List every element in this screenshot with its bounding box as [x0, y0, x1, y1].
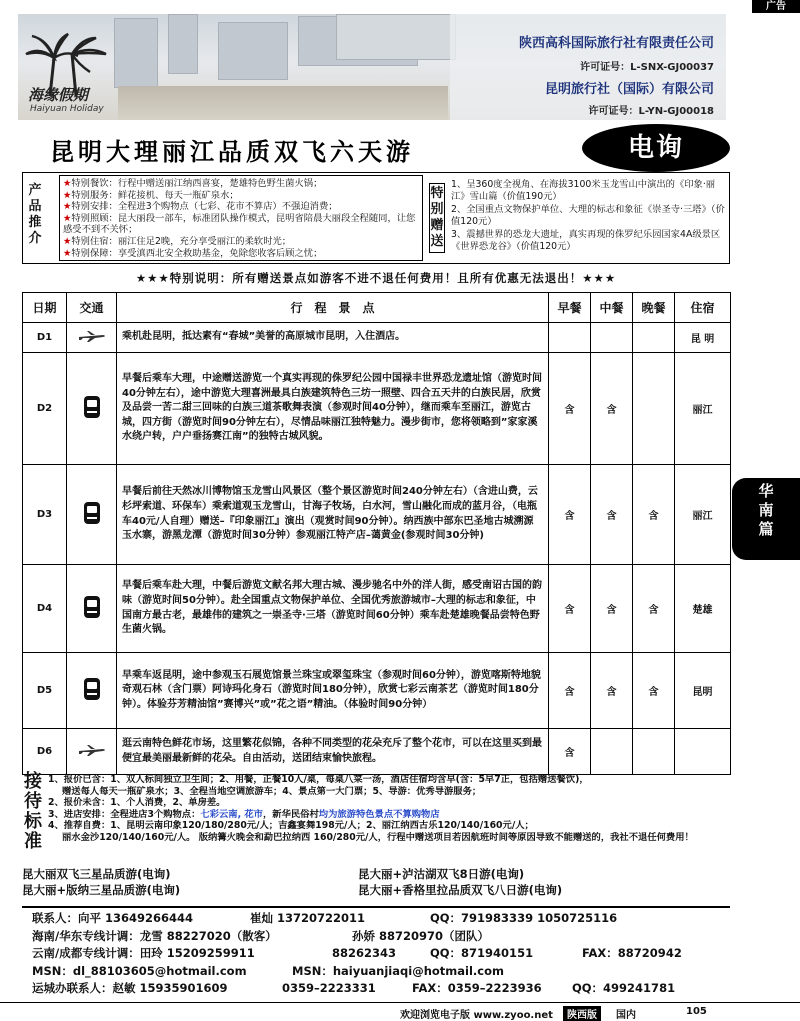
page-number: 105	[686, 1006, 707, 1017]
price-badge: 电询	[582, 124, 730, 172]
gifts-label: 特别赠送	[429, 183, 445, 253]
agency-name-2: 昆明旅行社（国际）有限公司	[544, 82, 714, 97]
service-terms	[22, 772, 730, 866]
footer-section: 国内	[616, 1010, 636, 1021]
license-2: 许可证号：L-YN-GJ00018	[588, 106, 714, 117]
contact-row: 云南/成都专线计调：田玲 15209259911 88262343 QQ：871940151 FAX：88720942	[32, 946, 682, 961]
gift-item: 3、震撼世界的恐龙大遗址，真实再现的侏罗纪乐园国家4A级景区《世界恐龙谷》（价值120元）	[451, 228, 721, 253]
agency-name-1: 陕西高科国际旅行社有限责任公司	[518, 36, 714, 51]
itinerary-table	[22, 292, 731, 775]
route-item: 昆大丽+泸沽湖双飞8日游(电询)	[358, 867, 525, 881]
feature-item: ★特别保障：享受滇西北安全救助基金，免除您收客后顾之忧；	[63, 247, 323, 259]
features-box	[22, 172, 730, 264]
breakfast-cell: 含	[549, 565, 591, 653]
col-header: 交通	[67, 293, 117, 323]
page-footer	[0, 1002, 800, 1019]
day-cell: D4	[23, 565, 67, 653]
hotel-cell: 丽江	[675, 353, 731, 465]
logo-subtitle: Haiyuan Holiday	[30, 104, 104, 114]
day-cell: D6	[23, 729, 67, 775]
terms-line: 丽水金沙120/140/160元/人。 版纳篝火晚会和勐巴拉纳西 160/280元/人，行程中赠送项目若因航班时间等原因导致不能赠送的，我社不退任何费用！	[62, 831, 694, 843]
hotel-cell	[675, 729, 731, 775]
features-list	[59, 175, 423, 261]
dinner-cell: 含	[633, 465, 675, 565]
col-header: 住宿	[675, 293, 731, 323]
features-label: 产品推介	[28, 183, 42, 246]
col-header: 晚餐	[633, 293, 675, 323]
plane-icon	[67, 729, 117, 775]
table-row	[23, 323, 731, 353]
col-header: 行 程 景 点	[117, 293, 549, 323]
feature-item: ★特别住宿：丽江住足2晚，充分享受丽江的柔软时光；	[63, 235, 292, 247]
gift-item: 1、呈360度全视角、在海拔3100米玉龙雪山中演出的《印象·丽江》雪山篇（价值190元）	[451, 179, 716, 203]
route-item: 昆大丽双飞三星品质游(电询)	[22, 867, 171, 881]
desc-cell: 早乘车返昆明，途中参观玉石展览馆景兰珠宝或翠玺珠宝（参观时间60分钟），游览喀斯特地貌奇观石林（含门票）阿诗玛化身石（游览时间180分钟），欣赏七彩云南茶艺（游览时间180分钟）。体验芬芳精油馆”赛博兴”或”花之语”精油。（体验时间90分钟）	[117, 653, 549, 729]
hotel-cell: 昆 明	[675, 323, 731, 353]
related-routes	[22, 864, 730, 900]
hotel-cell: 丽江	[675, 465, 731, 565]
terms-line: 4、推荐自费：1、昆明云南印象120/180/280元/人；吉鑫宴舞198元/人；2、丽江纳西古乐120/140/160元/人；	[48, 820, 534, 832]
feature-item: ★特别安排：全程进3个购物点（七彩、花市不算店）不强迫消费；	[63, 201, 338, 213]
license-1: 许可证号：L-SNX-GJ00037	[580, 62, 714, 73]
col-header: 日期	[23, 293, 67, 323]
col-header: 早餐	[549, 293, 591, 323]
day-cell: D3	[23, 465, 67, 565]
gift-item: 2、全国重点文物保护单位、大理的标志和象征《崇圣寺·三塔》（价值120元）	[451, 203, 725, 228]
hotel-cell: 昆明	[675, 653, 731, 729]
contact-row: 运城办联系人：赵敏 15935901609 0359–2223331 FAX：0359–2223936 QQ：499241781	[32, 981, 676, 996]
lunch-cell	[591, 729, 633, 775]
col-header: 中餐	[591, 293, 633, 323]
bus-icon	[84, 396, 100, 418]
terms-line: 2、报价未含：1、个人消费，2、单房差。	[48, 797, 226, 809]
hotel-cell: 楚雄	[675, 565, 731, 653]
feature-item: ★特别服务：鲜花接机、每天一瓶矿泉水；	[63, 189, 239, 201]
dinner-cell: 含	[633, 653, 675, 729]
contact-row: 海南/华东专线计调：龙雪 88227020（散客） 孙娇 88720970（团队）	[32, 928, 490, 943]
terms-line: 1、报价已含：1、双人标间独立卫生间；2、用餐，正餐10人/桌，每桌八菜一汤，酒店住宿均含早(含：5早7正，包括赠送餐饮)，	[48, 774, 589, 785]
breakfast-cell: 含	[549, 653, 591, 729]
lunch-cell	[591, 323, 633, 353]
contact-row: 联系人：向平 13649266444 崔灿 13720722011 QQ：791983339 1050725116	[32, 911, 618, 925]
feature-item: ★特别餐饮：行程中赠送丽江纳西喜宴，楚雄特色野生菌火锅；	[63, 178, 323, 189]
table-row	[23, 565, 731, 653]
lunch-cell: 含	[591, 353, 633, 465]
logo-text: 海缘假期	[28, 86, 89, 104]
table-row	[23, 653, 731, 729]
bus-icon	[84, 502, 100, 524]
lunch-cell: 含	[591, 565, 633, 653]
route-item: 昆大丽+版纳三星品质游(电询)	[22, 883, 181, 897]
day-cell: D2	[23, 353, 67, 465]
breakfast-cell: 含	[549, 729, 591, 775]
dinner-cell	[633, 729, 675, 775]
table-header-row	[23, 293, 731, 323]
footer-site: 欢迎浏览电子版 www.zyoo.net	[400, 1010, 553, 1021]
header-banner	[18, 14, 726, 120]
feature-item: ★特别照顾：昆大丽段一部车，标准团队操作模式，昆明省陪晨大丽段全程随同，让您感受不到不关怀；	[63, 212, 416, 236]
footer-edition: 陕西版	[563, 1006, 601, 1021]
breakfast-cell: 含	[549, 353, 591, 465]
bus-icon	[84, 678, 100, 700]
table-row	[23, 465, 731, 565]
ad-tag: 广告	[752, 0, 800, 13]
dinner-cell	[633, 323, 675, 353]
region-tab: 华南篇	[732, 478, 800, 560]
lunch-cell: 含	[591, 653, 633, 729]
table-row	[23, 353, 731, 465]
page-title: 昆明大理丽江品质双飞六天游	[50, 137, 414, 166]
desc-cell: 早餐后前往天然冰川博物馆玉龙雪山风景区（整个景区游览时间240分钟左右）（含进山费，云杉坪索道、环保车）乘索道观玉龙雪山，甘海子牧场，白水河，雪山融化而成的蓝月谷，（电瓶车40元/人自理）赠送–『印象丽江』演出（观赏时间90分钟）。纳西族中部东巴圣地古城溯源玉水寨，游黑龙潭（游览时间30分钟）参观丽江特产店–蔼黄金(参观时间30分钟)	[117, 465, 549, 565]
plane-icon	[67, 323, 117, 353]
terms-label: 接待标准	[24, 771, 42, 852]
desc-cell: 早餐后乘车大理，中途赠送游览一个真实再现的侏罗纪公园中国禄丰世界恐龙遗址馆（游览时间40分钟左右），途中游览大理喜洲最具白族建筑特色三坊一照壁、四合五天井的白族民居，欣赏及品尝一苦二甜三回味的白族三道茶歌舞表演（参观时间40分钟），继而乘车至丽江，游览古城，四方街（游览时间90分钟左右），尽情品味丽江独特魅力。漫步街市，您将领略到”家家溪水绕户转，户户垂扬赛江南”的独特古城风貌。	[117, 353, 549, 465]
bus-icon	[84, 596, 100, 618]
day-cell: D5	[23, 653, 67, 729]
day-cell: D1	[23, 323, 67, 353]
contact-info	[22, 906, 730, 998]
gifts-list	[451, 179, 727, 253]
lunch-cell: 含	[591, 465, 633, 565]
dinner-cell: 含	[633, 565, 675, 653]
dinner-cell	[633, 353, 675, 465]
desc-cell: 早餐后乘车赴大理，中餐后游览文献名邦大理古城、漫步驰名中外的洋人街，感受南诏古国的韵味（游览时间50分钟）。赴全国重点文物保护单位、全国优秀旅游城市–大理的标志和象征，中国南方最古老，最雄伟的建筑之一崇圣寺·三塔（游览时间60分钟）乘车赴楚雄晚餐品尝特色野生菌火锅。	[117, 565, 549, 653]
terms-line: 3、进店安排：全程进店3个购物点：七彩云南, 花市，新华民俗村均为旅游特色景点不算购物店	[48, 808, 440, 820]
route-item: 昆大丽+香格里拉品质双飞八日游(电询)	[358, 883, 563, 897]
breakfast-cell: 含	[549, 465, 591, 565]
contact-row: MSN：dl_88103605@hotmail.com MSN：haiyuanjiaqi@hotmail.com	[32, 963, 504, 978]
special-notice: ★★★特别说明：所有赠送景点如游客不进不退任何费用！且所有优惠无法退出！★★★	[135, 271, 617, 285]
desc-cell: 逛云南特色鲜花市场，这里繁花似锦，各种不同类型的花朵充斥了整个花市，可以在这里买到最便宜最美丽最新鲜的花朵。自由活动，送团结束愉快旅程。	[117, 729, 549, 775]
breakfast-cell	[549, 323, 591, 353]
table-row	[23, 729, 731, 775]
terms-line: 赠送每人每天一瓶矿泉水；3、全程当地空调旅游车；4、景点第一大门票；5、导游：优秀导游服务；	[62, 785, 482, 797]
desc-cell: 乘机赴昆明，抵达素有“春城”美誉的高原城市昆明，入住酒店。	[117, 323, 549, 353]
